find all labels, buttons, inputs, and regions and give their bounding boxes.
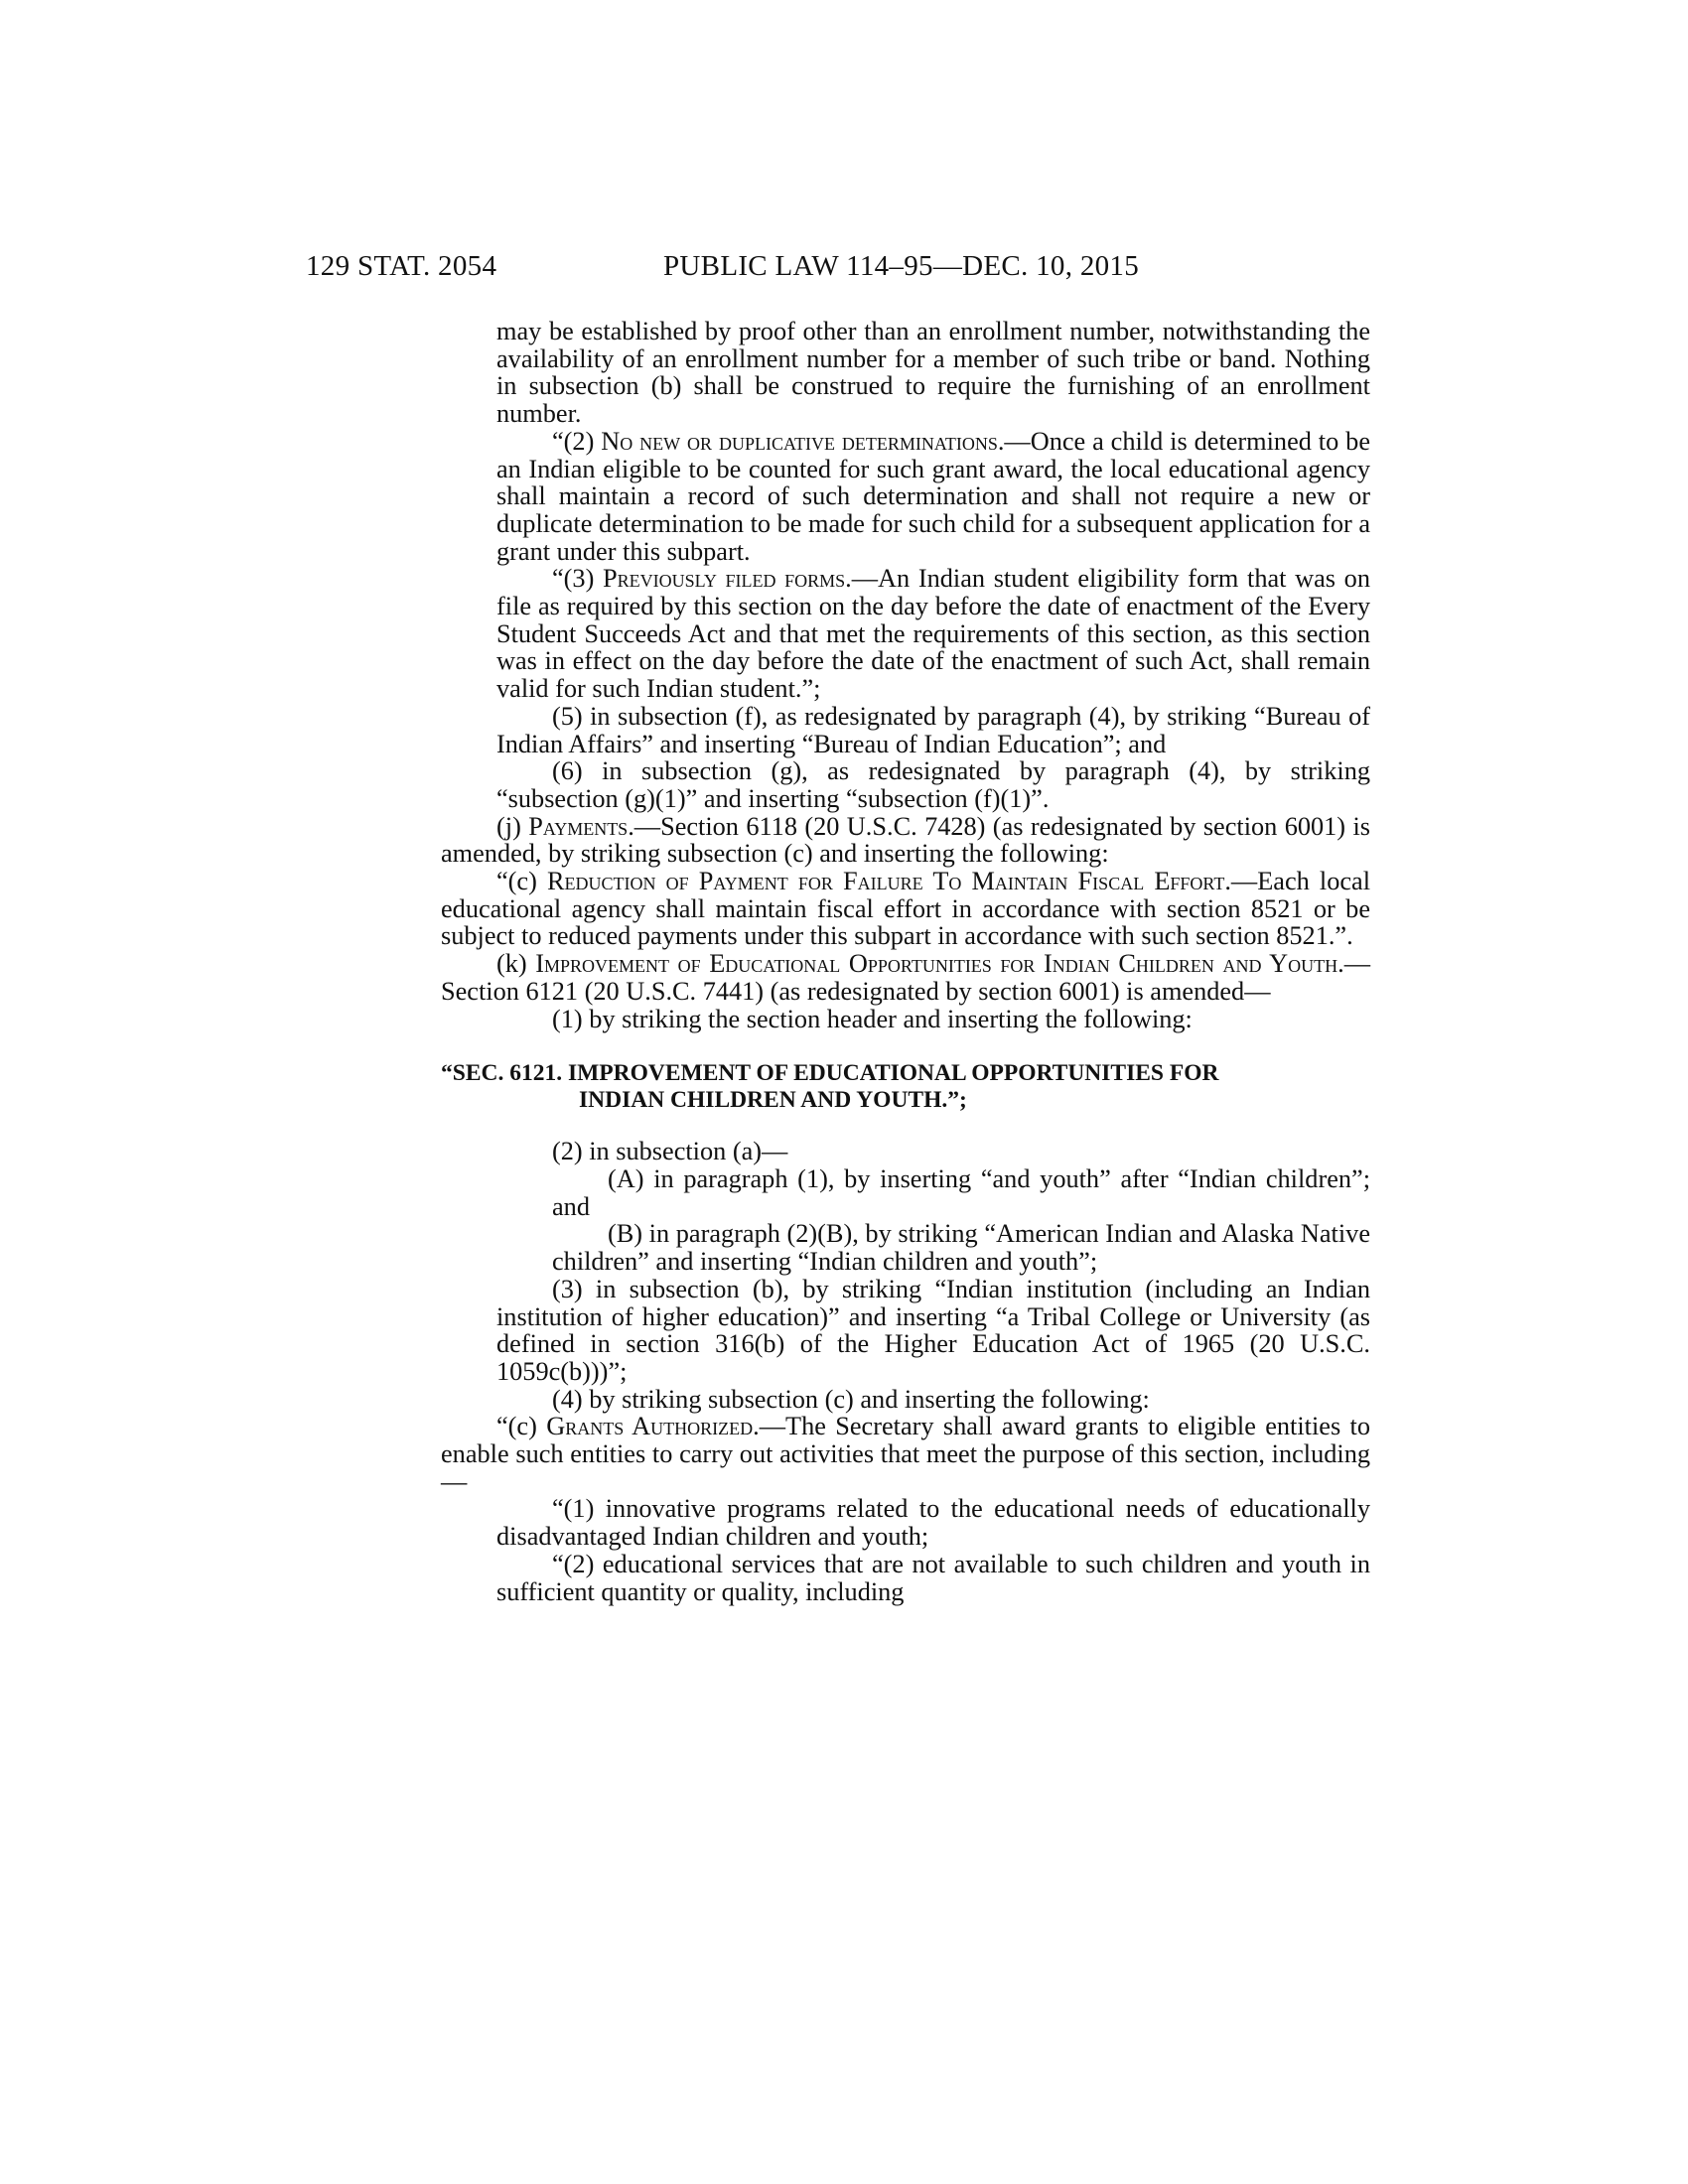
paragraph: “(c) Reduction of Payment for Failure To Maintain Fiscal Effort.—Each local educational agency shall maintain fiscal effort in accordance with section 8521 or be subject to reduced payments under this subpart in accordance with such section 8521.”.: [441, 867, 1370, 951]
paragraph: (k) Improvement of Educational Opportunities for Indian Children and Youth.—Section 6121 (20 U.S.C. 7441) (as redesignated by section 6001) is amended—: [441, 949, 1370, 1006]
paragraph-heading: Improvement of Educational Opportunities for Indian Children and Youth.: [535, 949, 1344, 979]
paragraph: “(2) educational services that are not available to such children and youth in sufficient quantity or quality, including: [496, 1549, 1370, 1606]
paragraph: (5) in subsection (f), as redesignated by paragraph (4), by striking “Bureau of Indian Affairs” and inserting “Bureau of Indian Education”; and: [496, 701, 1370, 758]
document-body: [441, 317, 1371, 1606]
paragraph: (j) Payments.—Section 6118 (20 U.S.C. 7428) (as redesignated by section 6001) is amended, by striking subsection (c) and inserting the following:: [441, 811, 1370, 869]
paragraph: (4) by striking subsection (c) and inserting the following:: [552, 1384, 1150, 1414]
paragraph: may be established by proof other than an enrollment number, notwithstanding the availability of an enrollment number for a member of such tribe or band. Nothing in subsection (b) shall be construed to require the furnishing of an enrollment number.: [496, 317, 1370, 429]
paragraph: (1) by striking the section header and inserting the following:: [552, 1004, 1193, 1033]
paragraph: “(3) Previously filed forms.—An Indian student eligibility form that was on file as required by this section on the day before the date of enactment of the Every Student Succeeds Act and that met the requirements of this section, as this section was in effect on the day before the date of the enactment of such Act, shall remain valid for such Indian student.”;: [496, 564, 1370, 704]
paragraph: “(1) innovative programs related to the educational needs of educationally disadvantaged Indian children and youth;: [496, 1494, 1370, 1552]
paragraph-heading: No new or duplicative determinations.: [601, 426, 1005, 456]
running-title: PUBLIC LAW 114–95—DEC. 10, 2015: [663, 250, 1140, 282]
paragraph-heading: Reduction of Payment for Failure To Maintain Fiscal Effort.: [547, 867, 1231, 896]
paragraph: (3) in subsection (b), by striking “Indian institution (including an Indian institution of higher education)” and inserting “a Tribal College or University (as defined in section 316(b) of the Higher Education Act of 1965 (20 U.S.C. 1059c(b)))”;: [496, 1274, 1370, 1386]
paragraph-heading: Payments.: [528, 811, 634, 841]
paragraph-heading: Grants Authorized.: [546, 1412, 760, 1441]
paragraph: “(c) Grants Authorized.—The Secretary shall award grants to eligible entities to enable such entities to carry out activities that meet the purpose of this section, including—: [441, 1412, 1371, 1496]
paragraph: (6) in subsection (g), as redesignated by paragraph (4), by striking “subsection (g)(1)” and inserting “subsection (f)(1)”.: [496, 756, 1370, 813]
page-reference: 129 STAT. 2054: [306, 250, 497, 282]
paragraph: (A) in paragraph (1), by inserting “and youth” after “Indian children”; and: [552, 1163, 1370, 1221]
paragraph-heading: Previously filed forms.: [603, 564, 852, 594]
page-header: [0, 250, 1688, 290]
paragraph: (B) in paragraph (2)(B), by striking “American Indian and Alaska Native children” and inserting “Indian children and youth”;: [552, 1219, 1370, 1277]
paragraph: (2) in subsection (a)—: [552, 1137, 788, 1166]
section-heading: “SEC. 6121. IMPROVEMENT OF EDUCATIONAL OPPORTUNITIES FOR INDIAN CHILDREN AND YOUTH.”;: [441, 1060, 1219, 1114]
paragraph: “(2) No new or duplicative determinations.—Once a child is determined to be an Indian eligible to be counted for such grant award, the local educational agency shall maintain a record of such determination and shall not require a new or duplicate determination to be made for such child for a subsequent application for a grant under this subpart.: [496, 426, 1370, 566]
